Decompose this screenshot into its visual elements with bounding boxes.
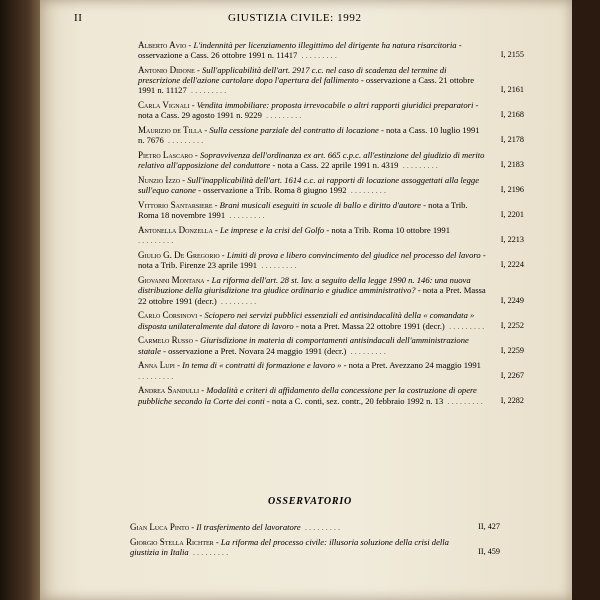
entry-title: Vendita immobiliare: proposta irrevocabile o altri rapporti giuridici preparatori [196, 100, 474, 111]
page-number: II [74, 12, 83, 24]
dot-leader: ......... [297, 50, 339, 61]
dot-leader: ......... [398, 160, 440, 171]
entry-title: Modalità e criteri di affidamento della concessione per la costruzione di opere pubbliche secondo la Corte dei conti [138, 385, 477, 406]
entry-title: Sciopero nei servizi pubblici essenziali ed antisindacalità della « comandata » disposta unilateralmente dal datore di lavoro [138, 310, 475, 331]
contents-entry: Gian Luca Pinto - Il trasferimento del lavoratore ......... II, 427 [130, 522, 500, 532]
contents-entry: Carlo Corsinovi - Sciopero nei servizi pubblici essenziali ed antisindacalità della « comandata » disposta unilateralmente dal datore di lavoro - nota a Pret. Massa 22 ottobre 1991 (decr.) ......... I, 2252 [138, 310, 524, 331]
entry-author: Giorgio Stella Richter [130, 536, 214, 547]
entry-title: Sulla cessione parziale del contratto di locazione [209, 125, 379, 136]
contents-entry: Antonella Donzella - Le imprese e la crisi del Golfo - nota a Trib. Roma 10 ottobre 1991 ......... I, 2213 [138, 225, 524, 246]
entry-author: Carlo Corsinovi [138, 310, 198, 321]
dot-leader: ......... [300, 522, 343, 532]
entry-author: Antonio Didone [138, 65, 195, 75]
entry-page: I, 2196 [500, 185, 524, 195]
entry-author: Anna Lupi [138, 360, 175, 371]
entry-author: Giovanni Montana [138, 275, 205, 286]
dot-leader: ......... [138, 370, 176, 381]
entry-page: I, 2224 [500, 260, 524, 270]
entry-page: II, 427 [478, 522, 500, 531]
dot-leader: ......... [261, 110, 304, 121]
entry-author: Maurizio de Tilla [138, 125, 203, 136]
entry-page: I, 2252 [500, 320, 524, 330]
entry-page: I, 2161 [500, 85, 524, 95]
entry-author: Nunzio Izzo [138, 175, 181, 186]
entry-title: L'indennità per licenziamento illegittimo del dirigente ha natura risarcitoria [193, 40, 457, 50]
dot-leader: ......... [346, 345, 388, 356]
contents-list [138, 40, 524, 410]
entry-title: Giurisdizione in materia di comportamenti antisindacali dell'amministrazione statale [138, 335, 469, 356]
entry-page: II, 459 [478, 547, 500, 556]
dot-leader: ......... [225, 210, 267, 221]
entry-reference: - nota a Pret. Massa 22 ottobre 1991 (decr.) [295, 320, 445, 331]
entry-page: I, 2155 [500, 50, 524, 60]
contents-entry: Andrea Sandulli - Modalità e criteri di affidamento della concessione per la costruzione di opere pubbliche secondo la Corte dei conti - nota a C. conti, sez. contr., 20 febbraio 1992 n. 13 ......... I, 2282 [138, 385, 524, 406]
entry-author: Gian Luca Pinto [130, 522, 190, 532]
entry-title: La riforma dell'art. 28 st. lav. a seguito della legge 1990 n. 146: una nuova distribuzione della giurisdizione tra giudice ordinario e giudice amministrativo? [138, 275, 471, 296]
contents-entry: Anna Lupi - In tema di « contratti di formazione e lavoro » - nota a Pret. Avezzano 24 maggio 1991 ......... I, 2267 [138, 360, 524, 381]
entry-page: I, 2168 [500, 110, 524, 120]
entry-page: I, 2213 [500, 235, 524, 245]
contents-entry: Giorgio Stella Richter - La riforma del processo civile: illusoria soluzione della crisi della giustizia in Italia ......... II, 459 [130, 536, 500, 557]
entry-reference: - nota a Cass. 29 agosto 1991 n. 9229 [138, 100, 479, 121]
entry-title: In tema di « contratti di formazione e lavoro » [182, 360, 342, 371]
entry-reference: - osservazione a Cass. 21 ottobre 1991 n. 11127 [138, 75, 475, 96]
entry-title: Limiti di prova e libero convincimento del giudice nel processo del lavoro [226, 250, 481, 261]
entry-title: Le imprese e la crisi del Golfo [219, 225, 325, 236]
contents-entry: Carmelo Russo - Giurisdizione in materia di comportamenti antisindacali dell'amministrazione statale - osservazione a Pret. Novara 24 maggio 1991 (decr.) ......... I, 2259 [138, 335, 524, 356]
entry-author: Carmelo Russo [138, 335, 193, 346]
entry-title: La riforma del processo civile: illusoria soluzione della crisi della giustizia in Italia [130, 536, 449, 557]
entry-reference: - nota a C. conti, sez. contr., 20 febbraio 1992 n. 13 [266, 395, 444, 406]
dot-leader: ......... [163, 135, 206, 146]
contents-entry: Giovanni Montana - La riforma dell'art. 28 st. lav. a seguito della legge 1990 n. 146: una nuova distribuzione della giurisdizione tra giudice ordinario e giudice amministrativo? - nota a Pret. Massa 22 ottobre 1991 (decr.) ......... I, 2249 [138, 275, 524, 306]
contents-entry: Alberto Avio - L'indennità per licenziamento illegittimo del dirigente ha natura risarcitoria - osservazione a Cass. 26 ottobre 1991 n. 11417 ......... I, 2155 [138, 40, 524, 61]
entry-reference: - nota a Trib. Roma 18 novembre 1991 [138, 200, 468, 221]
entry-author: Alberto Avio [138, 40, 187, 50]
entry-reference: - nota a Pret. Avezzano 24 maggio 1991 [343, 360, 481, 371]
observatory-list [130, 522, 500, 562]
entry-page: I, 2267 [500, 370, 524, 380]
dot-leader: ......... [346, 185, 389, 196]
entry-title: Brani musicali eseguiti in scuole di ballo e diritto d'autore [219, 200, 421, 211]
contents-entry: Carla Vignali - Vendita immobiliare: proposta irrevocabile o altri rapporti giuridici preparatori - nota a Cass. 29 agosto 1991 n. 9229 ......... I, 2168 [138, 100, 524, 121]
section-heading: OSSERVATORIO [268, 496, 353, 507]
entry-title: Sull'applicabilità dell'art. 2917 c.c. nel caso di scadenza del termine di prescrizione dell'azione cartolare dopo l'apertura del fallimento [138, 65, 447, 86]
entry-title: Sopravvivenza dell'ordinanza ex art. 665 c.p.c. all'estinzione del giudizio di merito relativo all'apposizione del conduttore [138, 150, 485, 171]
entry-author: Giulio G. De Gregorio [138, 250, 220, 261]
entry-page: I, 2259 [500, 345, 524, 355]
entry-page: I, 2249 [500, 295, 524, 305]
entry-reference: - osservazione a Pret. Novara 24 maggio 1991 (decr.) [163, 345, 347, 356]
journal-title: GIUSTIZIA CIVILE: 1992 [228, 12, 362, 24]
contents-entry: Giulio G. De Gregorio - Limiti di prova e libero convincimento del giudice nel processo del lavoro - nota a Trib. Firenze 23 aprile 1991 ......... I, 2224 [138, 250, 524, 271]
entry-reference: - nota a Trib. Roma 10 ottobre 1991 [326, 225, 451, 236]
dot-leader: ......... [444, 320, 487, 331]
entry-author: Vittorio Santarsiere [138, 200, 213, 211]
entry-reference: - nota a Cass. 10 luglio 1991 n. 7676 [138, 125, 480, 146]
contents-entry: Nunzio Izzo - Sull'inapplicabilità dell'art. 1614 c.c. ai rapporti di locazione assoggettati alla legge sull'equo canone - osservazione a Trib. Roma 8 giugno 1992 ......... I, 2196 [138, 175, 524, 196]
entry-page: I, 2178 [500, 135, 524, 145]
entry-title: Il trasferimento del lavoratore [196, 522, 301, 532]
entry-page: I, 2282 [500, 395, 524, 405]
dot-leader: ......... [186, 85, 229, 96]
dot-leader: ......... [216, 295, 259, 306]
entry-reference: - osservazione a Trib. Roma 8 giugno 1992 [198, 185, 347, 196]
entry-title: Sull'inapplicabilità dell'art. 1614 c.c. ai rapporti di locazione assoggettati alla legge sull'equo canone [138, 175, 480, 196]
entry-reference: - osservazione a Cass. 26 ottobre 1991 n. 11417 [138, 40, 462, 61]
contents-entry: Maurizio de Tilla - Sulla cessione parziale del contratto di locazione - nota a Cass. 10 luglio 1991 n. 7676 ......... I, 2178 [138, 125, 524, 146]
page-gutter-shadow [0, 0, 40, 600]
entry-author: Pietro Lascaro [138, 150, 193, 161]
entry-reference: - nota a Trib. Firenze 23 aprile 1991 [138, 250, 486, 271]
entry-page: I, 2183 [500, 160, 524, 170]
entry-author: Carla Vignali [138, 100, 190, 111]
contents-entry: Pietro Lascaro - Sopravvivenza dell'ordinanza ex art. 665 c.p.c. all'estinzione del giudizio di merito relativo all'apposizione del conduttore - nota a Cass. 22 aprile 1991 n. 4319 ......... I, 2183 [138, 150, 524, 171]
contents-entry: Vittorio Santarsiere - Brani musicali eseguiti in scuole di ballo e diritto d'autore - nota a Trib. Roma 18 novembre 1991 ......... I, 2201 [138, 200, 524, 221]
dot-leader: ......... [257, 260, 299, 271]
contents-entry: Antonio Didone - Sull'applicabilità dell'art. 2917 c.c. nel caso di scadenza del termine di prescrizione dell'azione cartolare dopo l'apertura del fallimento - osservazione a Cass. 21 ottobre 1991 n. 11127 ......... I, 2161 [138, 65, 524, 96]
entry-author: Antonella Donzella [138, 225, 213, 236]
entry-reference: - nota a Pret. Massa 22 ottobre 1991 (decr.) [138, 285, 486, 306]
entry-page: I, 2201 [500, 210, 524, 220]
entry-author: Andrea Sandulli [138, 385, 200, 396]
running-header [74, 12, 518, 28]
entry-reference: - nota a Cass. 22 aprile 1991 n. 4319 [272, 160, 399, 171]
dot-leader: ......... [443, 395, 485, 406]
dot-leader: ......... [188, 547, 231, 557]
dot-leader: ......... [138, 235, 176, 246]
